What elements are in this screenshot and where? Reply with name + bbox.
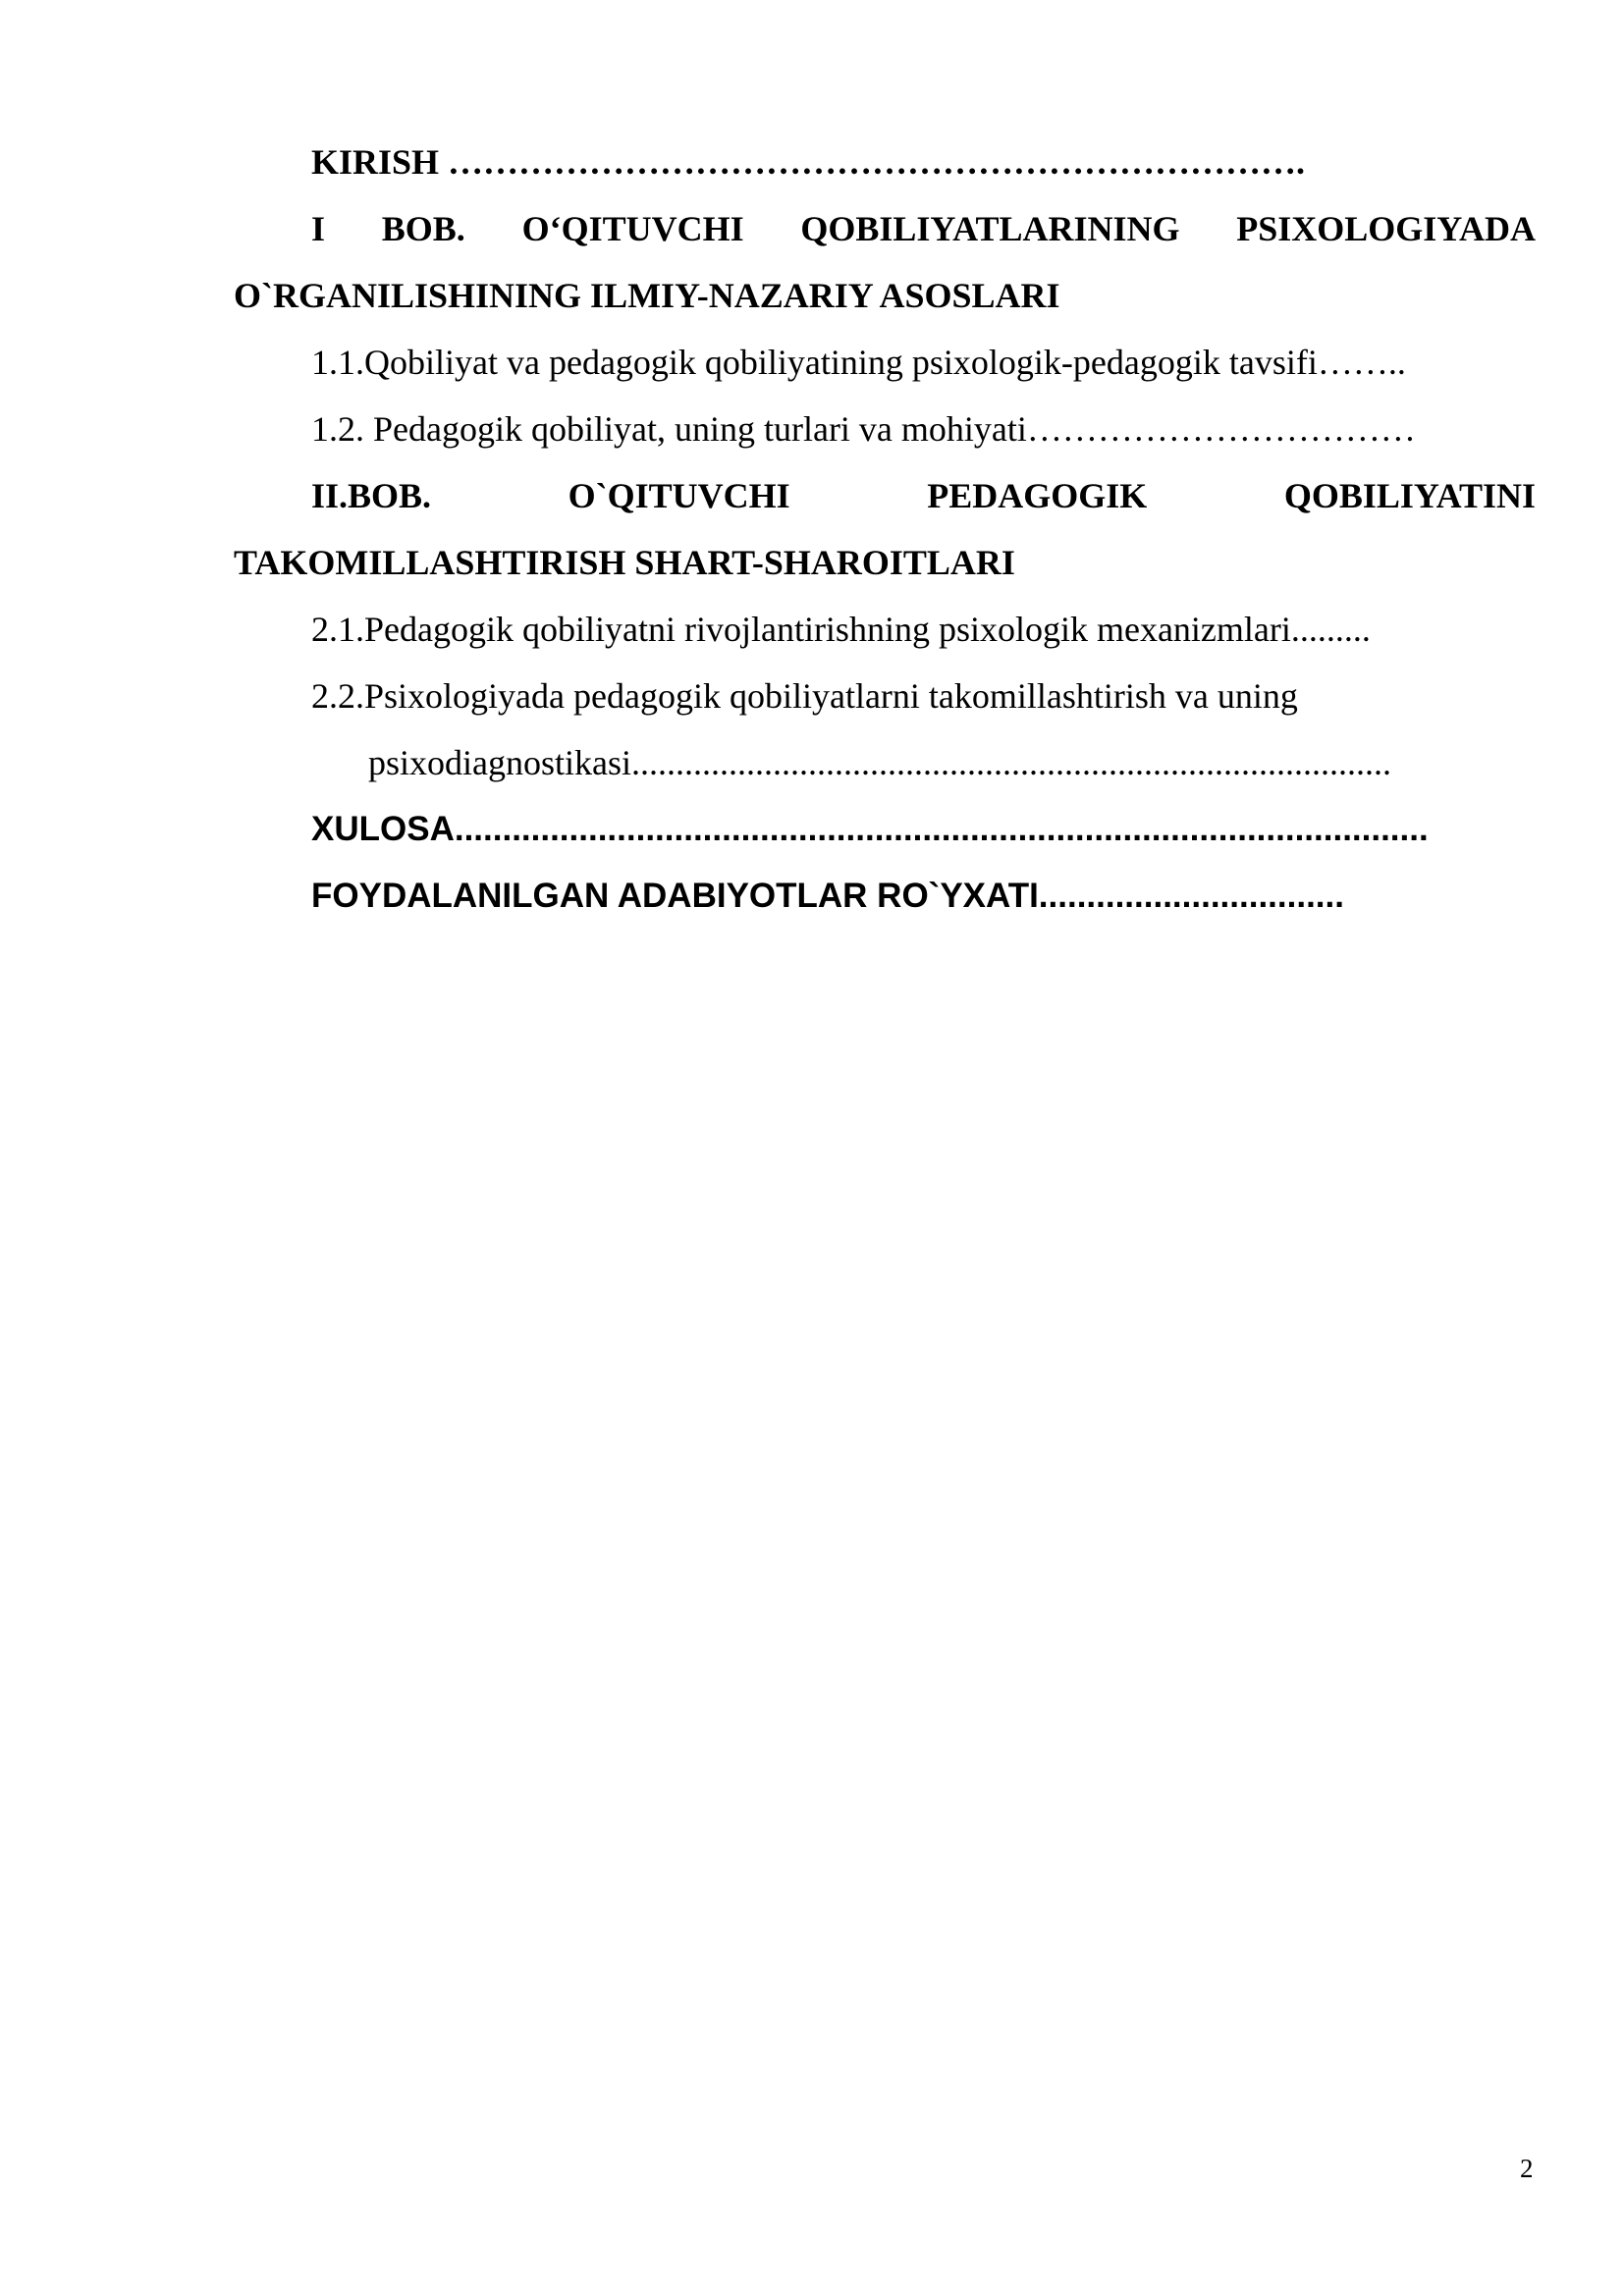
toc-chapter-2-word: PEDAGOGIK xyxy=(927,476,1148,515)
toc-chapter-2-word: O`QITUVCHI xyxy=(568,476,790,515)
toc-chapter-1-word: QOBILIYATLARINING xyxy=(800,209,1180,248)
toc-entry-1-2: 1.2. Pedagogik qobiliyat, uning turlari va mohiyati…………………………… xyxy=(311,409,1416,449)
toc-chapter-1-word: PSIXOLOGIYADA xyxy=(1236,209,1536,248)
toc-chapter-1-word: BOB. xyxy=(381,209,465,248)
toc-chapter-1-continuation: O`RGANILISHINING ILMIY-NAZARIY ASOSLARI xyxy=(234,276,1060,315)
table-of-contents xyxy=(234,129,1536,930)
page-number: 2 xyxy=(1520,2154,1534,2183)
toc-chapter-1-word: I xyxy=(311,209,326,248)
toc-chapter-2-continuation: TAKOMILLASHTIRISH SHART-SHAROITLARI xyxy=(234,543,1015,582)
toc-entry-xulosa: XULOSA...................................................................................................... xyxy=(311,810,1429,848)
toc-entry-kirish: KIRISH ………………………………………………………………. xyxy=(311,142,1306,182)
toc-entry-2-1: 2.1.Pedagogik qobiliyatni rivojlantirishning psixologik mexanizmlari......... xyxy=(311,610,1371,649)
toc-entry-2-2-continuation: psixodiagnostikasi...................................................................................... xyxy=(368,743,1391,782)
toc-entry-1-1: 1.1.Qobiliyat va pedagogik qobiliyatining psixologik-pedagogik tavsifi…….. xyxy=(311,343,1406,382)
toc-entry-adabiyotlar: FOYDALANILGAN ADABIYOTLAR RO`YXATI................................ xyxy=(311,877,1344,915)
toc-entry-2-2: 2.2.Psixologiyada pedagogik qobiliyatlarni takomillashtirish va uning xyxy=(311,676,1298,716)
toc-chapter-1-word: O‘QITUVCHI xyxy=(521,209,744,248)
toc-chapter-2-heading xyxy=(234,462,1536,529)
toc-chapter-2-word: QOBILIYATINI xyxy=(1283,476,1536,515)
toc-chapter-1-heading xyxy=(234,195,1536,262)
toc-chapter-2-word: II.BOB. xyxy=(311,476,432,515)
